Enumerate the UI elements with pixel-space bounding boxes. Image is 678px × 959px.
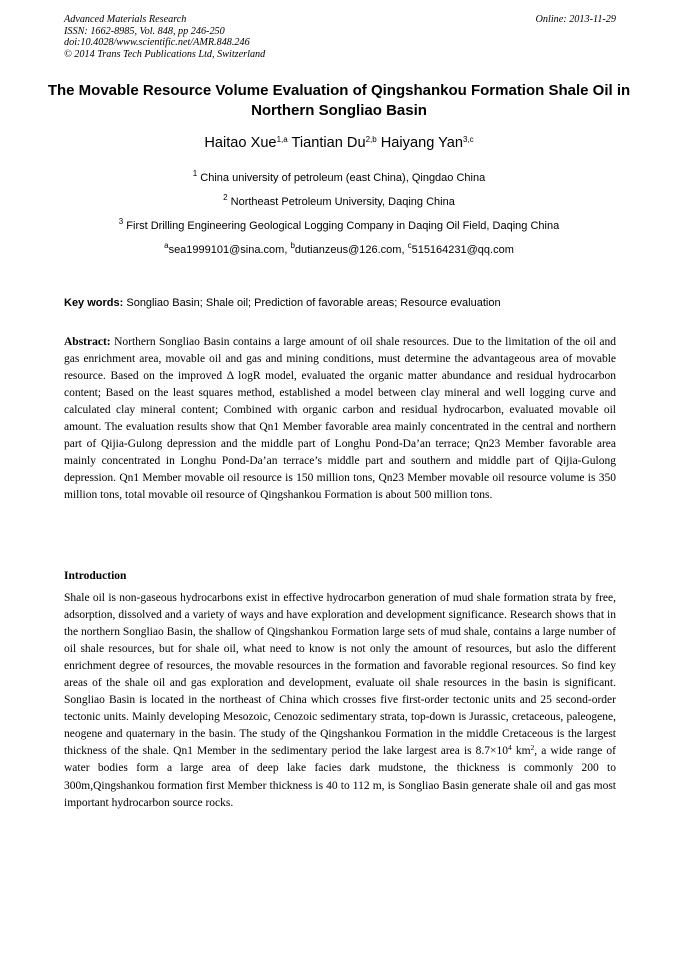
area-unit-exponent: 2: [530, 743, 535, 753]
keywords-text: Songliao Basin; Shale oil; Prediction of favorable areas; Resource evaluation: [126, 297, 501, 309]
introduction-paragraph: [64, 590, 616, 812]
affiliation-text: China university of petroleum (east China), Qingdao China: [200, 172, 486, 184]
author-list: [40, 134, 638, 152]
abstract-text: Northern Songliao Basin contains a large amount of oil shale resources. Due to the limitation of the oil and gas enrichment area, movable oil and gas and mining conditions, must determine the advantageous area of movable resource. Based on the improved Δ logR model, evaluated the organic matter abundance and residual hydrocarbon content; Based on the least squares method, established a model between clay mineral and well logging curve and calculated clay mineral content; Combined with organic carbon and residual hydrocarbon, evaluated movable oil amount. The evaluation results show that Qn1 Member favorable area mainly concentrated in the central and northern part of Qijia-Gulong depression and the middle part of Longhu Pond-Da’an terrace; Qn23 Member favorable area mainly concentrated in Longhu Pond-Da’an terrace’s middle part and southern and middle part of Qijia-Gulong depression. Qn1 Member movable oil resource is 150 million tons, Qn23 Member movable oil resource volume is 350 million tons, total movable oil resource of Qingshankou Formation is about 500 million tons.: [64, 336, 616, 502]
abstract-paragraph: [64, 334, 616, 504]
affiliation-3: [40, 219, 638, 233]
copyright-line: © 2014 Trans Tech Publications Ltd, Switzerland: [64, 48, 266, 60]
email-superscript: a: [164, 241, 169, 250]
doi-line: doi:10.4028/www.scientific.net/AMR.848.246: [64, 37, 250, 49]
email-superscript: c: [407, 241, 412, 250]
email-line: $^a$sea1999101@sina.com, $^b$dutianzeus@126.com, $^c$515164231@qq.com: [164, 241, 514, 256]
author-superscript: 3,c: [462, 135, 474, 144]
issn-line: ISSN: 1662-8985, Vol. 848, pp 246-250: [64, 25, 225, 37]
affiliation-superscript: 1: [192, 169, 198, 178]
journal-header: [64, 14, 616, 60]
introduction-text-continued: , a wide range of water bodies form a large area of deep lake facies dark mudstone, the thickness is commonly 200 to 300m,Qingshankou formation first Member thickness is 40 to 112 m, is Songliao Basin generate shale oil and gas most important hydrocarbon source rocks.: [64, 745, 616, 809]
email-address[interactable]: dutianzeus@126.com: [294, 244, 402, 256]
author-name: Tiantian Du: [291, 135, 366, 151]
affiliation-text: First Drilling Engineering Geological Logging Company in Daqing Oil Field, Daqing China: [126, 220, 560, 232]
paper-title: The Movable Resource Volume Evaluation of Qingshankou Formation Shale Oil in Northern Songliao Basin: [47, 82, 631, 119]
author-name: Haitao Xue: [204, 135, 277, 151]
introduction-heading: Introduction: [64, 570, 127, 582]
affiliation-superscript: 2: [223, 193, 228, 202]
introduction-text: Shale oil is non-gaseous hydrocarbons exist in effective hydrocarbon generation of mud shale formation strata by free, adsorption, dissolved and a variety of ways and have exploration and development significance. Research shows that in the northern Songliao Basin, the shallow of Qingshankou Formation large sets of mud shale, contains a large number of oil shale resources, but for shale oil, what need to know is not only the amount of resources, but aslo the different enrichment degree of resources, the movable resources in the formation and favorable regional resources. So find key areas of the shale oil and gas exploration and development, evaluate oil shale resources in the basin is significant. Songliao Basin is located in the northeast of China which crosses five first-order tectonic units and 25 second-order tectonic units. Mainly developing Mesozoic, Cenozoic sedimentary strata, top-down is Jurassic, cretaceous, paleogene, neogene and quaternary in the basin. The study of the Qingshankou Formation in the middle Cretaceous is the largest thickness of the shale. Qn1 Member in the sedimentary period the lake largest area is 8.7×10: [64, 592, 616, 758]
area-exponent: 4: [508, 743, 512, 753]
email-address[interactable]: 515164231@qq.com: [411, 244, 514, 256]
area-unit: km: [511, 745, 531, 758]
email-superscript: b: [290, 241, 295, 250]
affiliation-superscript: 3: [118, 217, 124, 226]
author-superscript: 2,b: [365, 135, 377, 144]
affiliation-text: Northeast Petroleum University, Daqing China: [230, 196, 455, 208]
affiliation-2: [40, 195, 638, 209]
journal-name: Advanced Materials Research: [64, 14, 187, 25]
affiliation-1: [40, 171, 638, 185]
email-address[interactable]: sea1999101@sina.com: [168, 244, 285, 256]
keywords-line: [64, 296, 616, 310]
author-name: Haiyang Yan: [380, 135, 463, 151]
keywords-label: Key words:: [64, 297, 124, 309]
abstract-label: Abstract:: [64, 336, 111, 348]
online-date: Online: 2013-11-29: [535, 14, 616, 25]
author-superscript: 1,a: [276, 135, 288, 144]
